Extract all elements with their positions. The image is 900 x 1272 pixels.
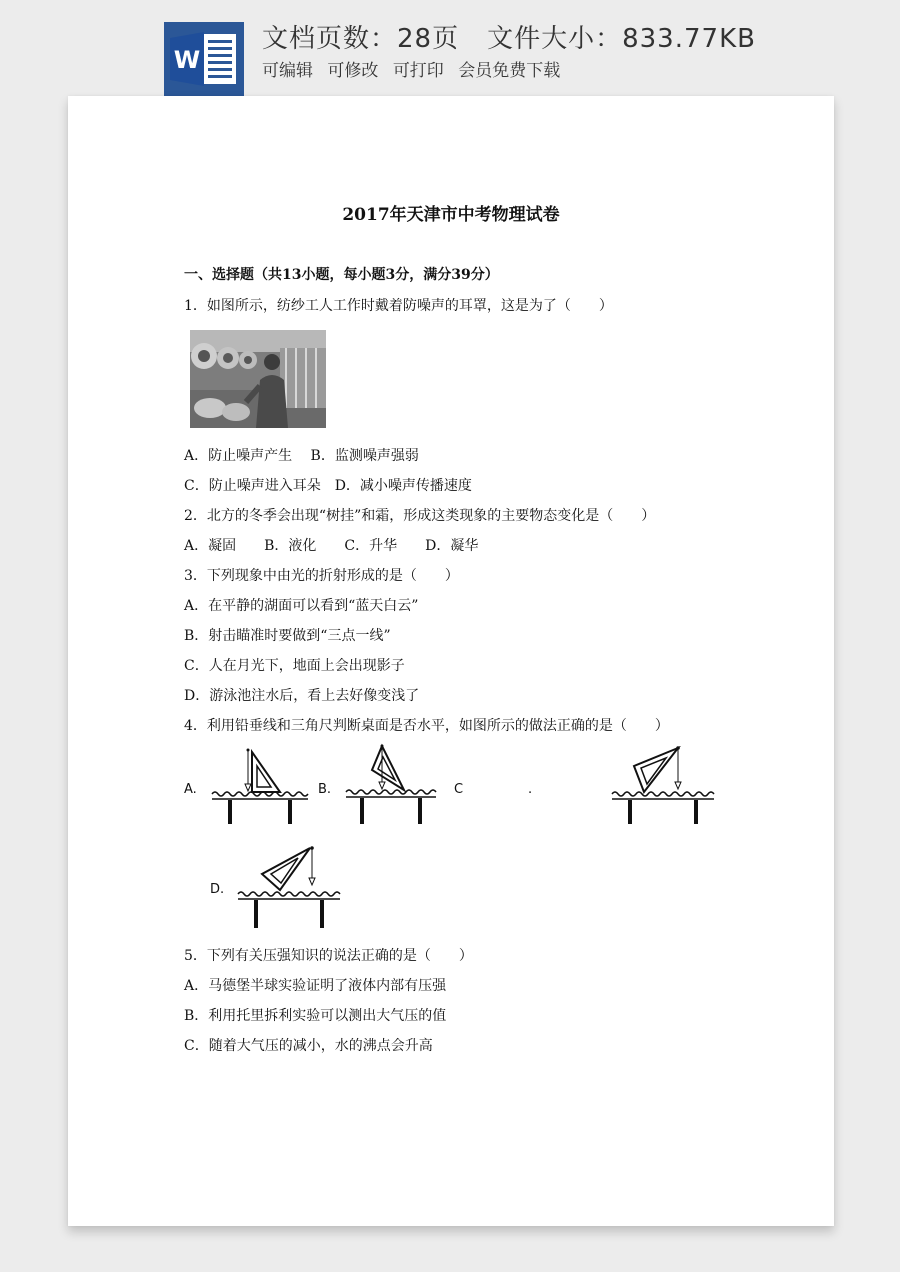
word-document-icon: [164, 22, 244, 96]
feature-printable: 可打印: [392, 61, 444, 81]
question-1-stem: 1．如图所示，纺纱工人工作时戴着防噪声的耳罩，这是为了（ ）: [184, 298, 613, 314]
question-2-stem: 2．北方的冬季会出现“树挂”和霜，形成这类现象的主要物态变化是（ ）: [184, 508, 656, 524]
feature-member-download[interactable]: 会员免费下载: [458, 61, 561, 81]
question-5-option-c: C．随着大气压的减小，水的沸点会升高: [184, 1038, 433, 1054]
question-3-option-c: C．人在月光下，地面上会出现影子: [184, 658, 405, 674]
question-2-options: A．凝固 B．液化 C．升华 D．凝华: [184, 538, 479, 554]
svg-text:W: W: [173, 46, 201, 74]
figure-c-diagram: [608, 746, 718, 830]
document-title: 2017年天津市中考物理试卷: [342, 205, 560, 225]
download-banner: [0, 0, 900, 96]
feature-list: [262, 56, 569, 81]
question-3-option-b: B．射击瞄准时要做到“三点一线”: [184, 628, 391, 644]
file-info-title: [262, 18, 756, 55]
section-heading: 一、选择题（共13小题，每小题3分，满分39分）: [184, 267, 499, 283]
figure-c-dot: .: [528, 782, 533, 797]
figure-b-diagram: [342, 742, 442, 828]
question-1-option-ab: A．防止噪声产生 B．监测噪声强弱: [184, 448, 419, 464]
question-1-option-cd: C．防止噪声进入耳朵 D．减小噪声传播速度: [184, 478, 472, 494]
question-3-stem: 3．下列现象中由光的折射形成的是（ ）: [184, 568, 459, 584]
feature-modifiable: 可修改: [327, 61, 379, 81]
figure-a-diagram: [208, 746, 312, 830]
question-5-option-b: B．利用托里拆利实验可以测出大气压的值: [184, 1008, 447, 1024]
question-4-stem: 4．利用铅垂线和三角尺判断桌面是否水平，如图所示的做法正确的是（ ）: [184, 718, 669, 734]
question-3-option-d: D．游泳池注水后，看上去好像变浅了: [184, 688, 420, 704]
document-page: [68, 96, 834, 1226]
question-5-option-a: A．马德堡半球实验证明了液体内部有压强: [184, 978, 447, 994]
figure-a-label: A.: [184, 782, 197, 797]
figure-d-diagram: [234, 844, 344, 932]
feature-editable: 可编辑: [262, 61, 313, 81]
figure-b-label: B.: [318, 782, 332, 797]
question-3-option-a: A．在平静的湖面可以看到“蓝天白云”: [184, 598, 419, 614]
figure-c-label: C: [454, 782, 464, 797]
page-count-text: 文档页数：28页: [262, 24, 460, 54]
figure-d-label: D.: [210, 882, 225, 897]
question-5-stem: 5．下列有关压强知识的说法正确的是（ ）: [184, 948, 473, 964]
file-size-text: 文件大小：833.77KB: [487, 24, 756, 54]
factory-worker-photo: [190, 330, 326, 428]
